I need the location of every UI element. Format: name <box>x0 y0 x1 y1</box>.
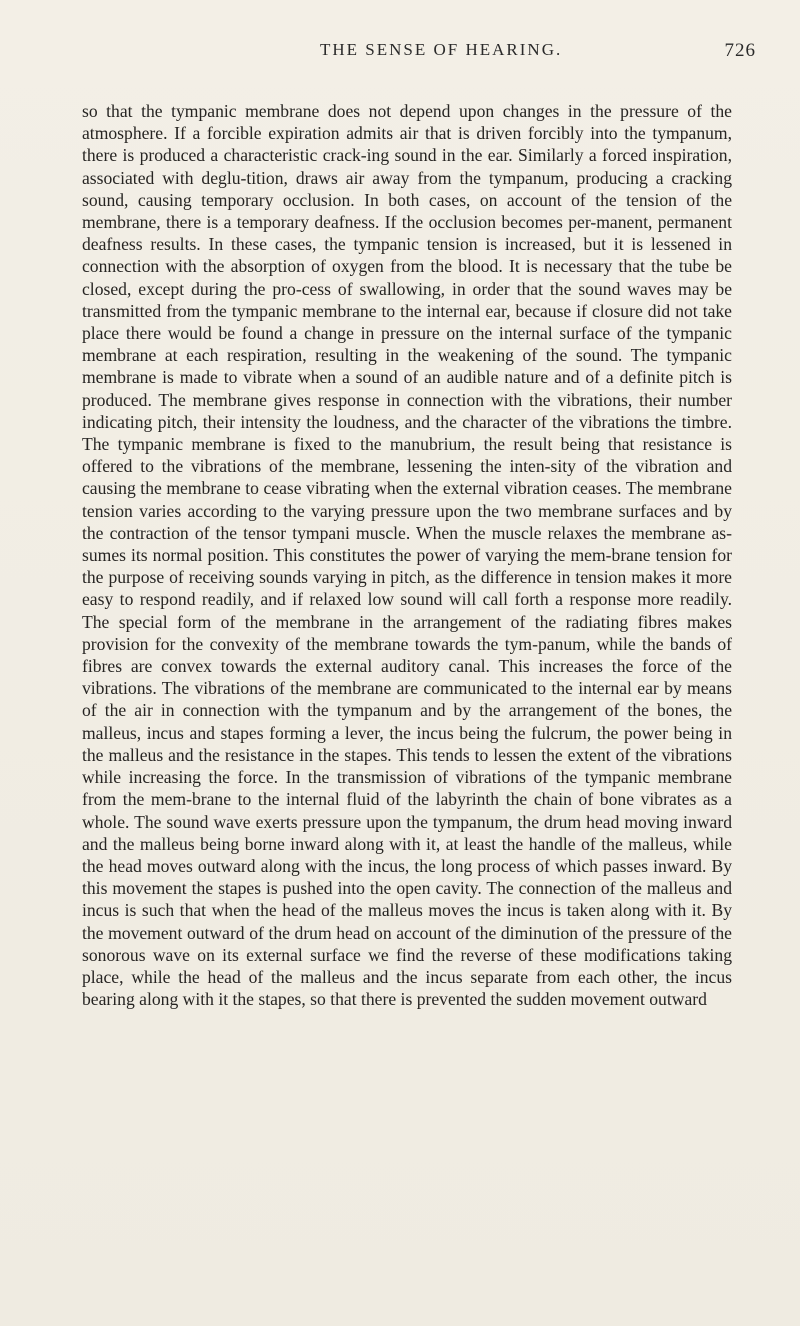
running-head <box>320 40 790 70</box>
running-title: THE SENSE OF HEARING. <box>320 40 563 59</box>
page-number: 726 <box>724 40 756 61</box>
body-text <box>82 100 732 1010</box>
paragraph: so that the tympanic membrane does not depend upon changes in the pressure of the atmosphere. If a forcible expiration admits air that is driven forcibly into the tympanum, there is produced a characteristic crack-ing sound in the ear. Similarly a forced inspiration, associated with deglu-tition, draws air away from the tympanum, producing a cracking sound, causing temporary occlusion. In both cases, on account of the tension of the membrane, there is a temporary deafness. If the occlusion becomes per-manent, permanent deafness results. In these cases, the tympanic tension is increased, but it is lessened in connection with the absorption of oxygen from the blood. It is necessary that the tube be closed, except during the pro-cess of swallowing, in order that the sound waves may be transmitted from the tympanic membrane to the internal ear, because if closure did not take place there would be found a change in pressure on the internal surface of the tympanic membrane at each respiration, resulting in the weakening of the sound. The tympanic membrane is made to vibrate when a sound of an audible nature and of a definite pitch is produced. The membrane gives response in connection with the vibrations, their number indicating pitch, their intensity the loudness, and the character of the vibrations the timbre. The tympanic membrane is fixed to the manubrium, the result being that resistance is offered to the vibrations of the membrane, lessening the inten-sity of the vibration and causing the membrane to cease vibrating when the external vibration ceases. The membrane tension varies according to the varying pressure upon the two membrane surfaces and by the contraction of the tensor tympani muscle. When the muscle relaxes the membrane as-sumes its normal position. This constitutes the power of varying the mem-brane tension for the purpose of receiving sounds varying in pitch, as the difference in tension makes it more easy to respond readily, and if relaxed low sound will call forth a response more readily. The special form of the membrane in the arrangement of the radiating fibres makes provision for the convexity of the membrane towards the tym-panum, while the bands of fibres are convex towards the external auditory canal. This increases the force of the vibrations. The vibrations of the membrane are communicated to the internal ear by means of the air in connection with the tympanum and by the arrangement of the bones, the malleus, incus and stapes forming a lever, the incus being the fulcrum, the power being in the malleus and the resistance in the stapes. This tends to lessen the extent of the vibrations while increasing the force. In the transmission of vibrations of the tympanic membrane from the mem-brane to the internal fluid of the labyrinth the chain of bone vibrates as a whole. The sound wave exerts pressure upon the tympanum, the drum head moving inward and the malleus being borne inward along with it, at least the handle of the malleus, while the head moves outward along with the incus, the long process of which passes inward. By this movement the stapes is pushed into the open cavity. The connection of the malleus and incus is such that when the head of the malleus moves the incus is taken along with it. By the movement outward of the drum head on account of the diminution of the pressure of the sonorous wave on its external surface we find the reverse of these modifications taking place, while the head of the malleus and the incus separate from each other, the incus bearing along with it the stapes, so that there is prevented the sudden movement outward <box>82 101 732 1010</box>
